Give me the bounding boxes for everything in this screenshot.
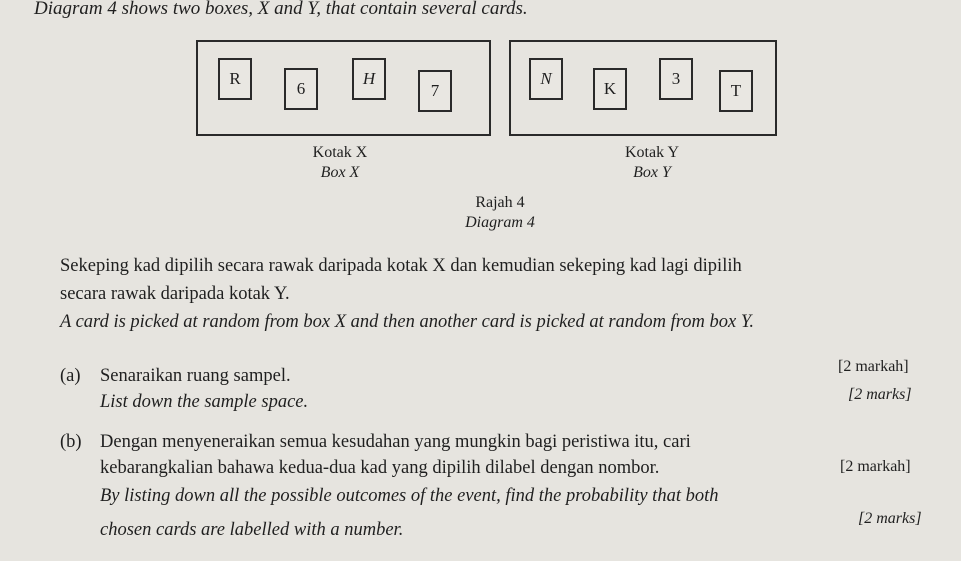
card-y-4 (719, 70, 753, 112)
card-y-4-value: T (730, 81, 742, 100)
card-y-2-value: K (603, 79, 617, 98)
card-y-1 (529, 58, 563, 100)
card-y-2 (593, 68, 627, 110)
part-b-mark-en: [2 marks] (858, 510, 922, 527)
card-x-3-value: H (362, 69, 376, 88)
part-a-en: List down the sample space. (100, 392, 309, 412)
card-x-1-value: R (229, 69, 241, 88)
part-a-ms: Senaraikan ruang sampel. (100, 366, 291, 386)
part-b-en-line2: chosen cards are labelled with a number. (100, 520, 404, 540)
card-x-4 (418, 70, 452, 112)
card-x-2-value: 6 (296, 79, 306, 98)
part-b-ms-line1: Dengan menyeneraikan semua kesudahan yang mungkin bagi peristiwa itu, cari (100, 432, 691, 452)
intro-text: Diagram 4 shows two boxes, X and Y, that contain several cards. (34, 0, 528, 19)
part-b-ms-line2: kebarangkalian bahawa kedua-dua kad yang dipilih dilabel dengan nombor. (100, 458, 660, 478)
box-x-label-en: Box X (320, 164, 360, 181)
part-b-mark-ms: [2 markah] (840, 458, 911, 475)
card-y-3-value: 3 (671, 69, 681, 88)
stem-ms-line1: Sekeping kad dipilih secara rawak daripada kotak X dan kemudian sekeping kad lagi dipilih (60, 256, 742, 276)
stem-en: A card is picked at random from box X and then another card is picked at random from box Y. (60, 312, 755, 332)
card-y-3 (659, 58, 693, 100)
box-y-label-en: Box Y (633, 164, 671, 181)
stem-ms-line2: secara rawak daripada kotak Y. (60, 284, 290, 304)
card-x-4-value: 7 (430, 81, 440, 100)
card-x-2 (284, 68, 318, 110)
part-a-mark-en: [2 marks] (848, 386, 912, 403)
diagram-label-en: Diagram 4 (465, 214, 535, 231)
part-b-en-line1: By listing down all the possible outcomes of the event, find the probability that both (100, 486, 719, 506)
diagram-label-ms: Rajah 4 (475, 194, 525, 211)
box-x (196, 40, 491, 136)
box-y-label-ms: Kotak Y (624, 144, 680, 161)
part-b-label: (b) (60, 432, 82, 452)
card-y-1-value: N (540, 69, 552, 88)
box-y (509, 40, 777, 136)
part-a-mark-ms: [2 markah] (838, 358, 909, 375)
card-x-1 (218, 58, 252, 100)
part-a-label: (a) (60, 366, 81, 386)
box-x-label-ms: Kotak X (312, 144, 368, 161)
card-x-3 (352, 58, 386, 100)
